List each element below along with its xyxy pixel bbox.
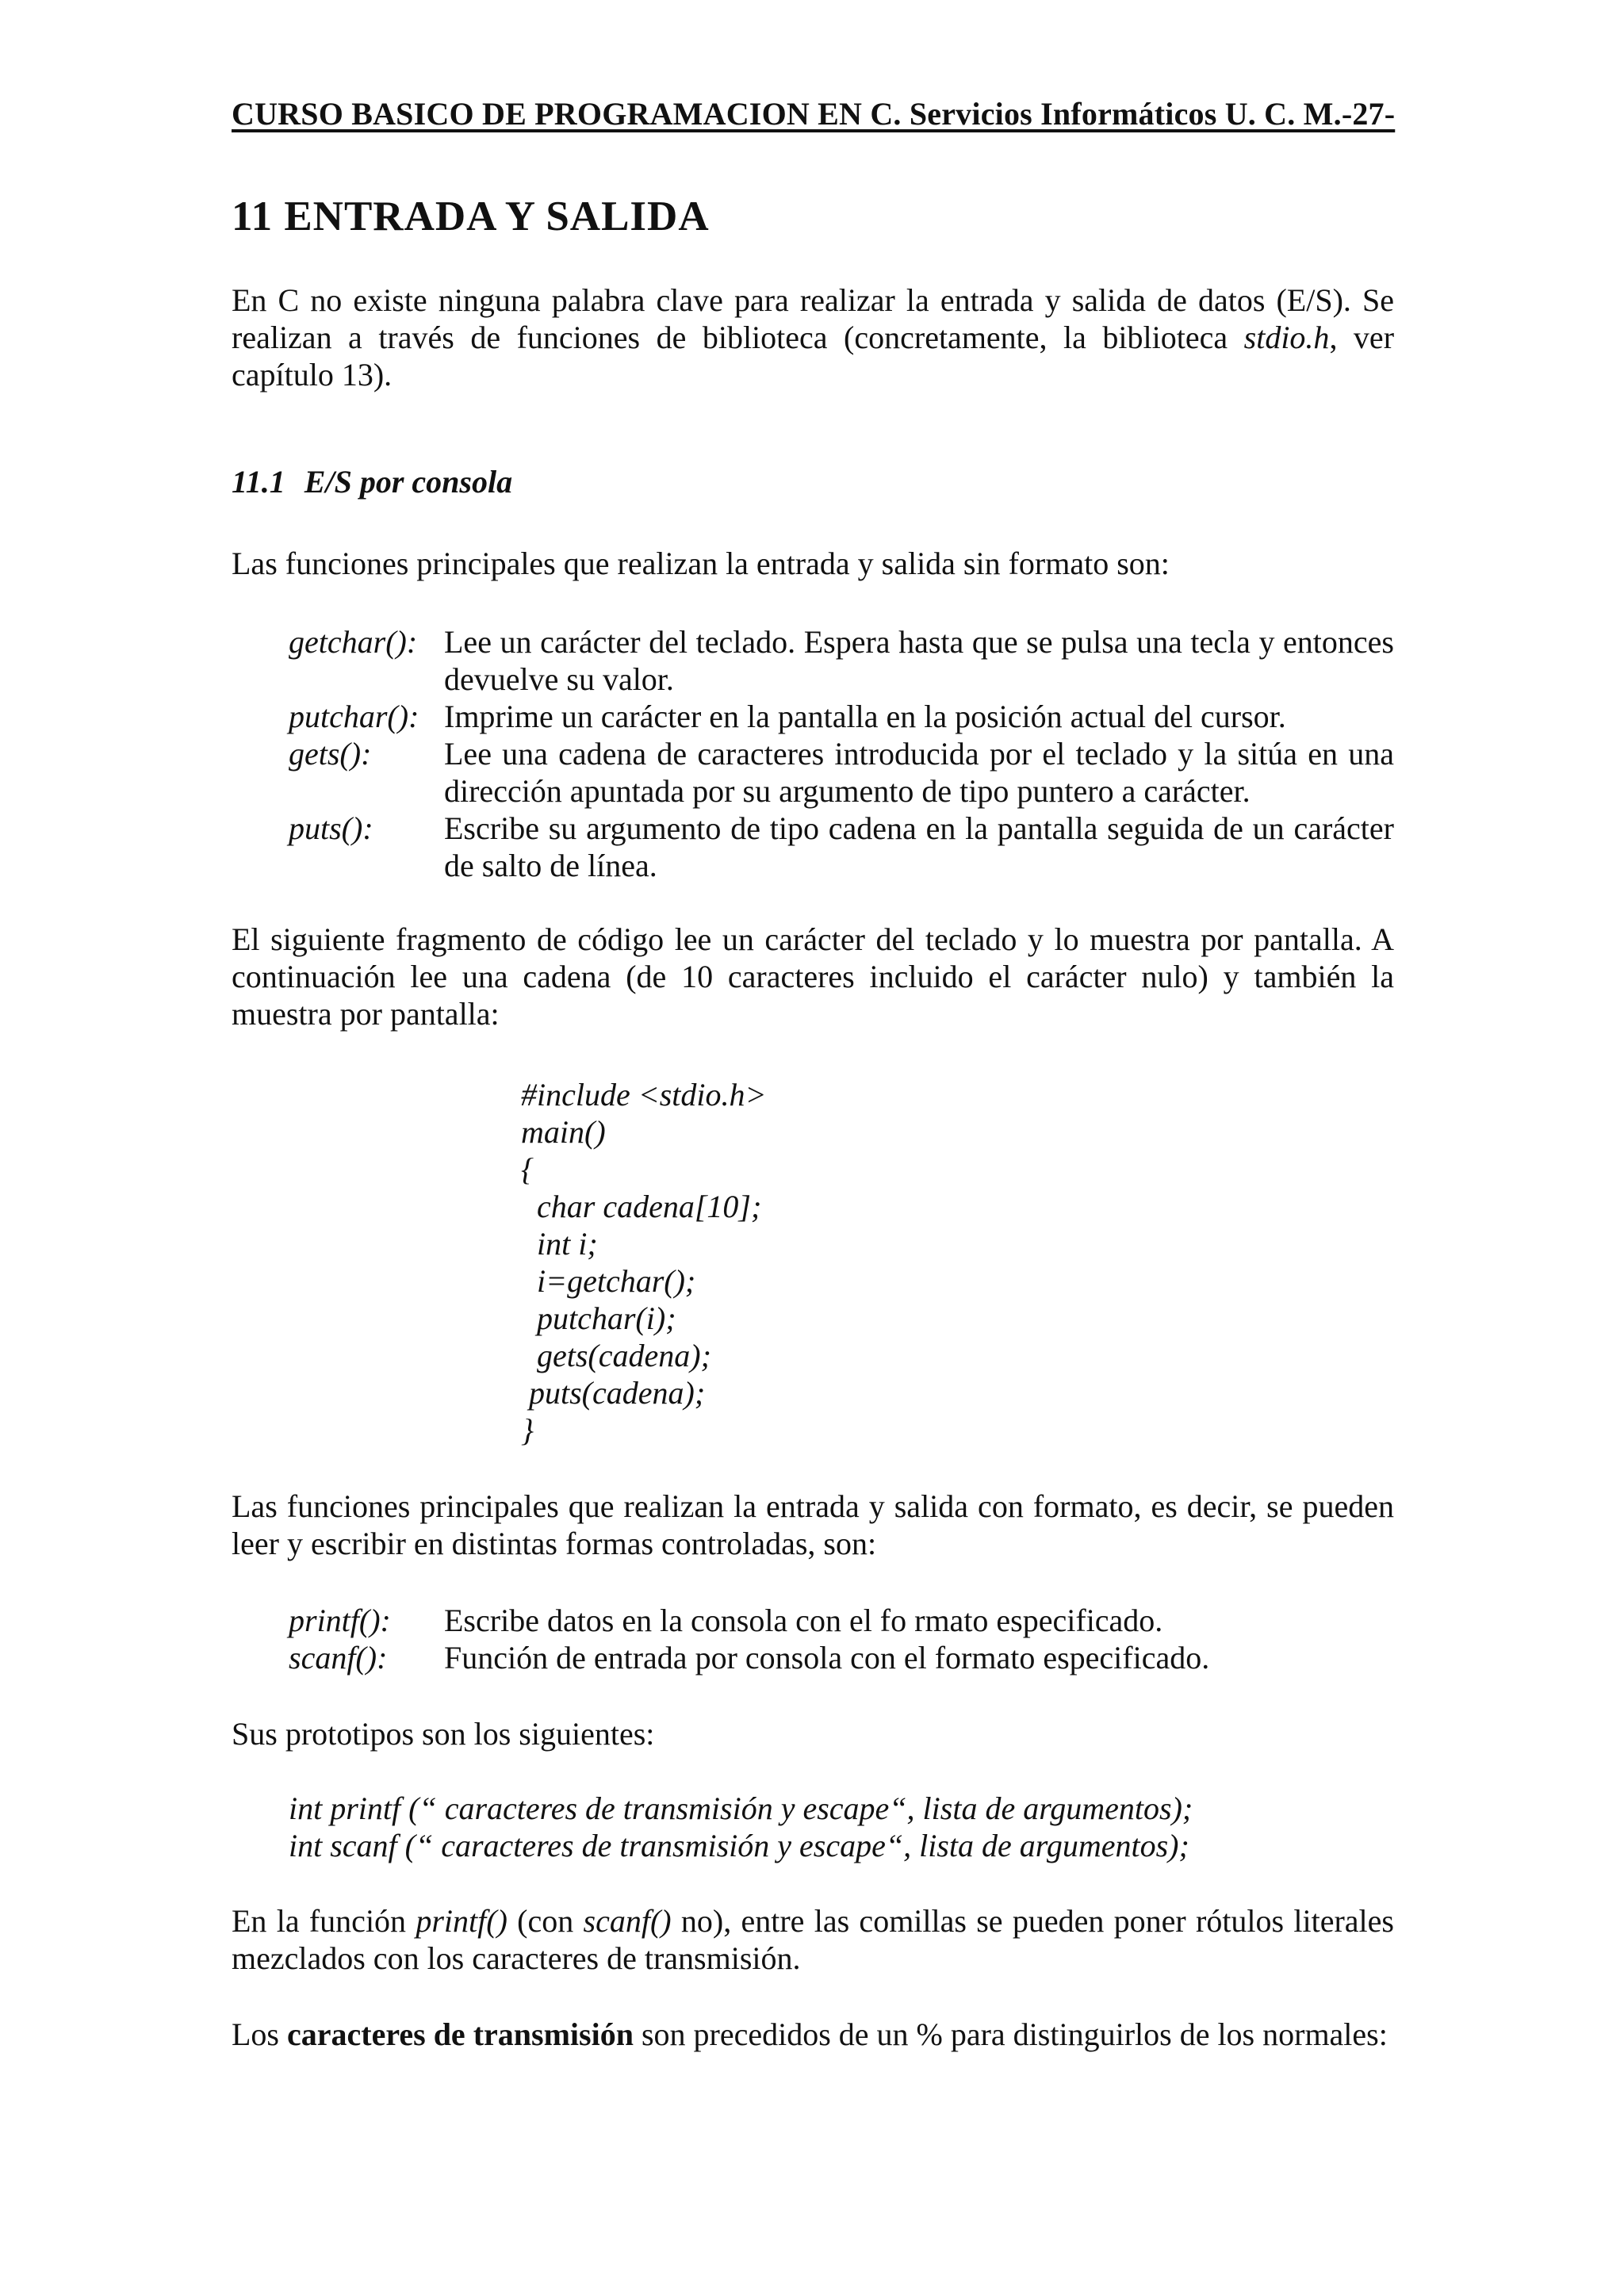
intro-text-end: , ver capítulo 13). [232, 320, 1395, 393]
function-name: putchar(): [289, 699, 419, 734]
unformatted-function-list [289, 623, 1394, 884]
function-description: Lee una cadena de caracteres introducida por el teclado y la sitúa en una dirección apuntada por su argumento de tipo puntero a carácter. [444, 736, 1394, 809]
prototype-line: int printf (“ caracteres de transmisión y escape“, lista de argumentos); [289, 1790, 1193, 1826]
function-description: Lee un carácter del teclado. Espera hasta que se pulsa una tecla y entonces devuelve su valor. [444, 624, 1394, 697]
printf-function-name: printf() [416, 1903, 508, 1939]
transmission-note [232, 2016, 1394, 2053]
code-line: puts(cadena); [521, 1375, 706, 1411]
code-line: char cadena[10]; [521, 1189, 762, 1224]
function-description: Escribe su argumento de tipo cadena en la pantalla seguida de un carácter de salto de línea. [444, 810, 1394, 883]
function-definition [289, 1639, 1394, 1676]
code-line: #include <stdio.h> [521, 1077, 767, 1113]
transmission-note-text: Los [232, 2016, 287, 2052]
function-description: Imprime un carácter en la pantalla en la posición actual del cursor. [444, 699, 1286, 734]
transmission-term: caracteres de transmisión [287, 2016, 634, 2052]
function-name: scanf(): [289, 1640, 388, 1676]
prototypes-intro: Sus prototipos son los siguientes: [232, 1716, 655, 1752]
prototype-list [289, 1790, 1193, 1864]
code-line: } [521, 1412, 534, 1448]
code-example [521, 1076, 767, 1449]
function-name: puts(): [289, 810, 373, 846]
unformatted-intro: Las funciones principales que realizan la entrada y salida sin formato son: [232, 546, 1170, 581]
function-definition [289, 698, 1394, 735]
function-name: printf(): [289, 1603, 391, 1638]
function-definition [289, 1602, 1394, 1639]
prototype-line: int scanf (“ caracteres de transmisión y escape“, lista de argumentos); [289, 1828, 1189, 1863]
function-description: Función de entrada por consola con el formato especificado. [444, 1640, 1210, 1676]
printf-note-text: (con [507, 1903, 584, 1939]
transmission-note-text: son precedidos de un % para distinguirlos de los normales: [633, 2016, 1388, 2052]
code-line: putchar(i); [521, 1300, 676, 1336]
code-line: { [521, 1151, 534, 1187]
formatted-function-list [289, 1602, 1394, 1676]
function-name: getchar(): [289, 624, 418, 660]
running-header: CURSO BASICO DE PROGRAMACION EN C. Servicios Informáticos U. C. M.-27- [232, 96, 1396, 132]
intro-text-start: En C no existe ninguna palabra clave para realizar la entrada y salida de datos (E/S). Se realizan a través de funciones de biblioteca (concretamente, la biblioteca [232, 282, 1394, 355]
code-line: i=getchar(); [521, 1263, 696, 1299]
function-definition [289, 623, 1394, 698]
function-description: Escribe datos en la consola con el fo rmato especificado. [444, 1603, 1163, 1638]
formatted-intro: Las funciones principales que realizan la entrada y salida con formato, es decir, se pueden leer y escribir en distintas formas controladas, son: [232, 1488, 1394, 1561]
scanf-function-name: scanf() [583, 1903, 672, 1939]
section-number: 11.1 [232, 464, 285, 500]
function-definition [289, 735, 1394, 810]
function-name: gets(): [289, 736, 372, 772]
code-line: gets(cadena); [521, 1338, 711, 1373]
example-intro: El siguiente fragmento de código lee un carácter del teclado y lo muestra por pantalla. A continuación lee una cadena (de 10 caracteres incluido el carácter nulo) y también la muestra por pantalla: [232, 921, 1394, 1032]
chapter-title: 11 ENTRADA Y SALIDA [232, 193, 710, 239]
section-title: E/S por consola [304, 464, 513, 500]
library-name: stdio.h [1243, 320, 1330, 355]
section-heading [232, 463, 512, 500]
code-line: main() [521, 1114, 606, 1150]
printf-note [232, 1902, 1394, 1977]
intro-paragraph [232, 281, 1394, 393]
printf-note-text: En la función [232, 1903, 416, 1939]
function-definition [289, 810, 1394, 884]
code-line: int i; [521, 1226, 598, 1262]
printf-note-text: no), entre las comillas se pueden poner rótulos literales mezclados con los caracteres de transmisión. [232, 1903, 1394, 1976]
